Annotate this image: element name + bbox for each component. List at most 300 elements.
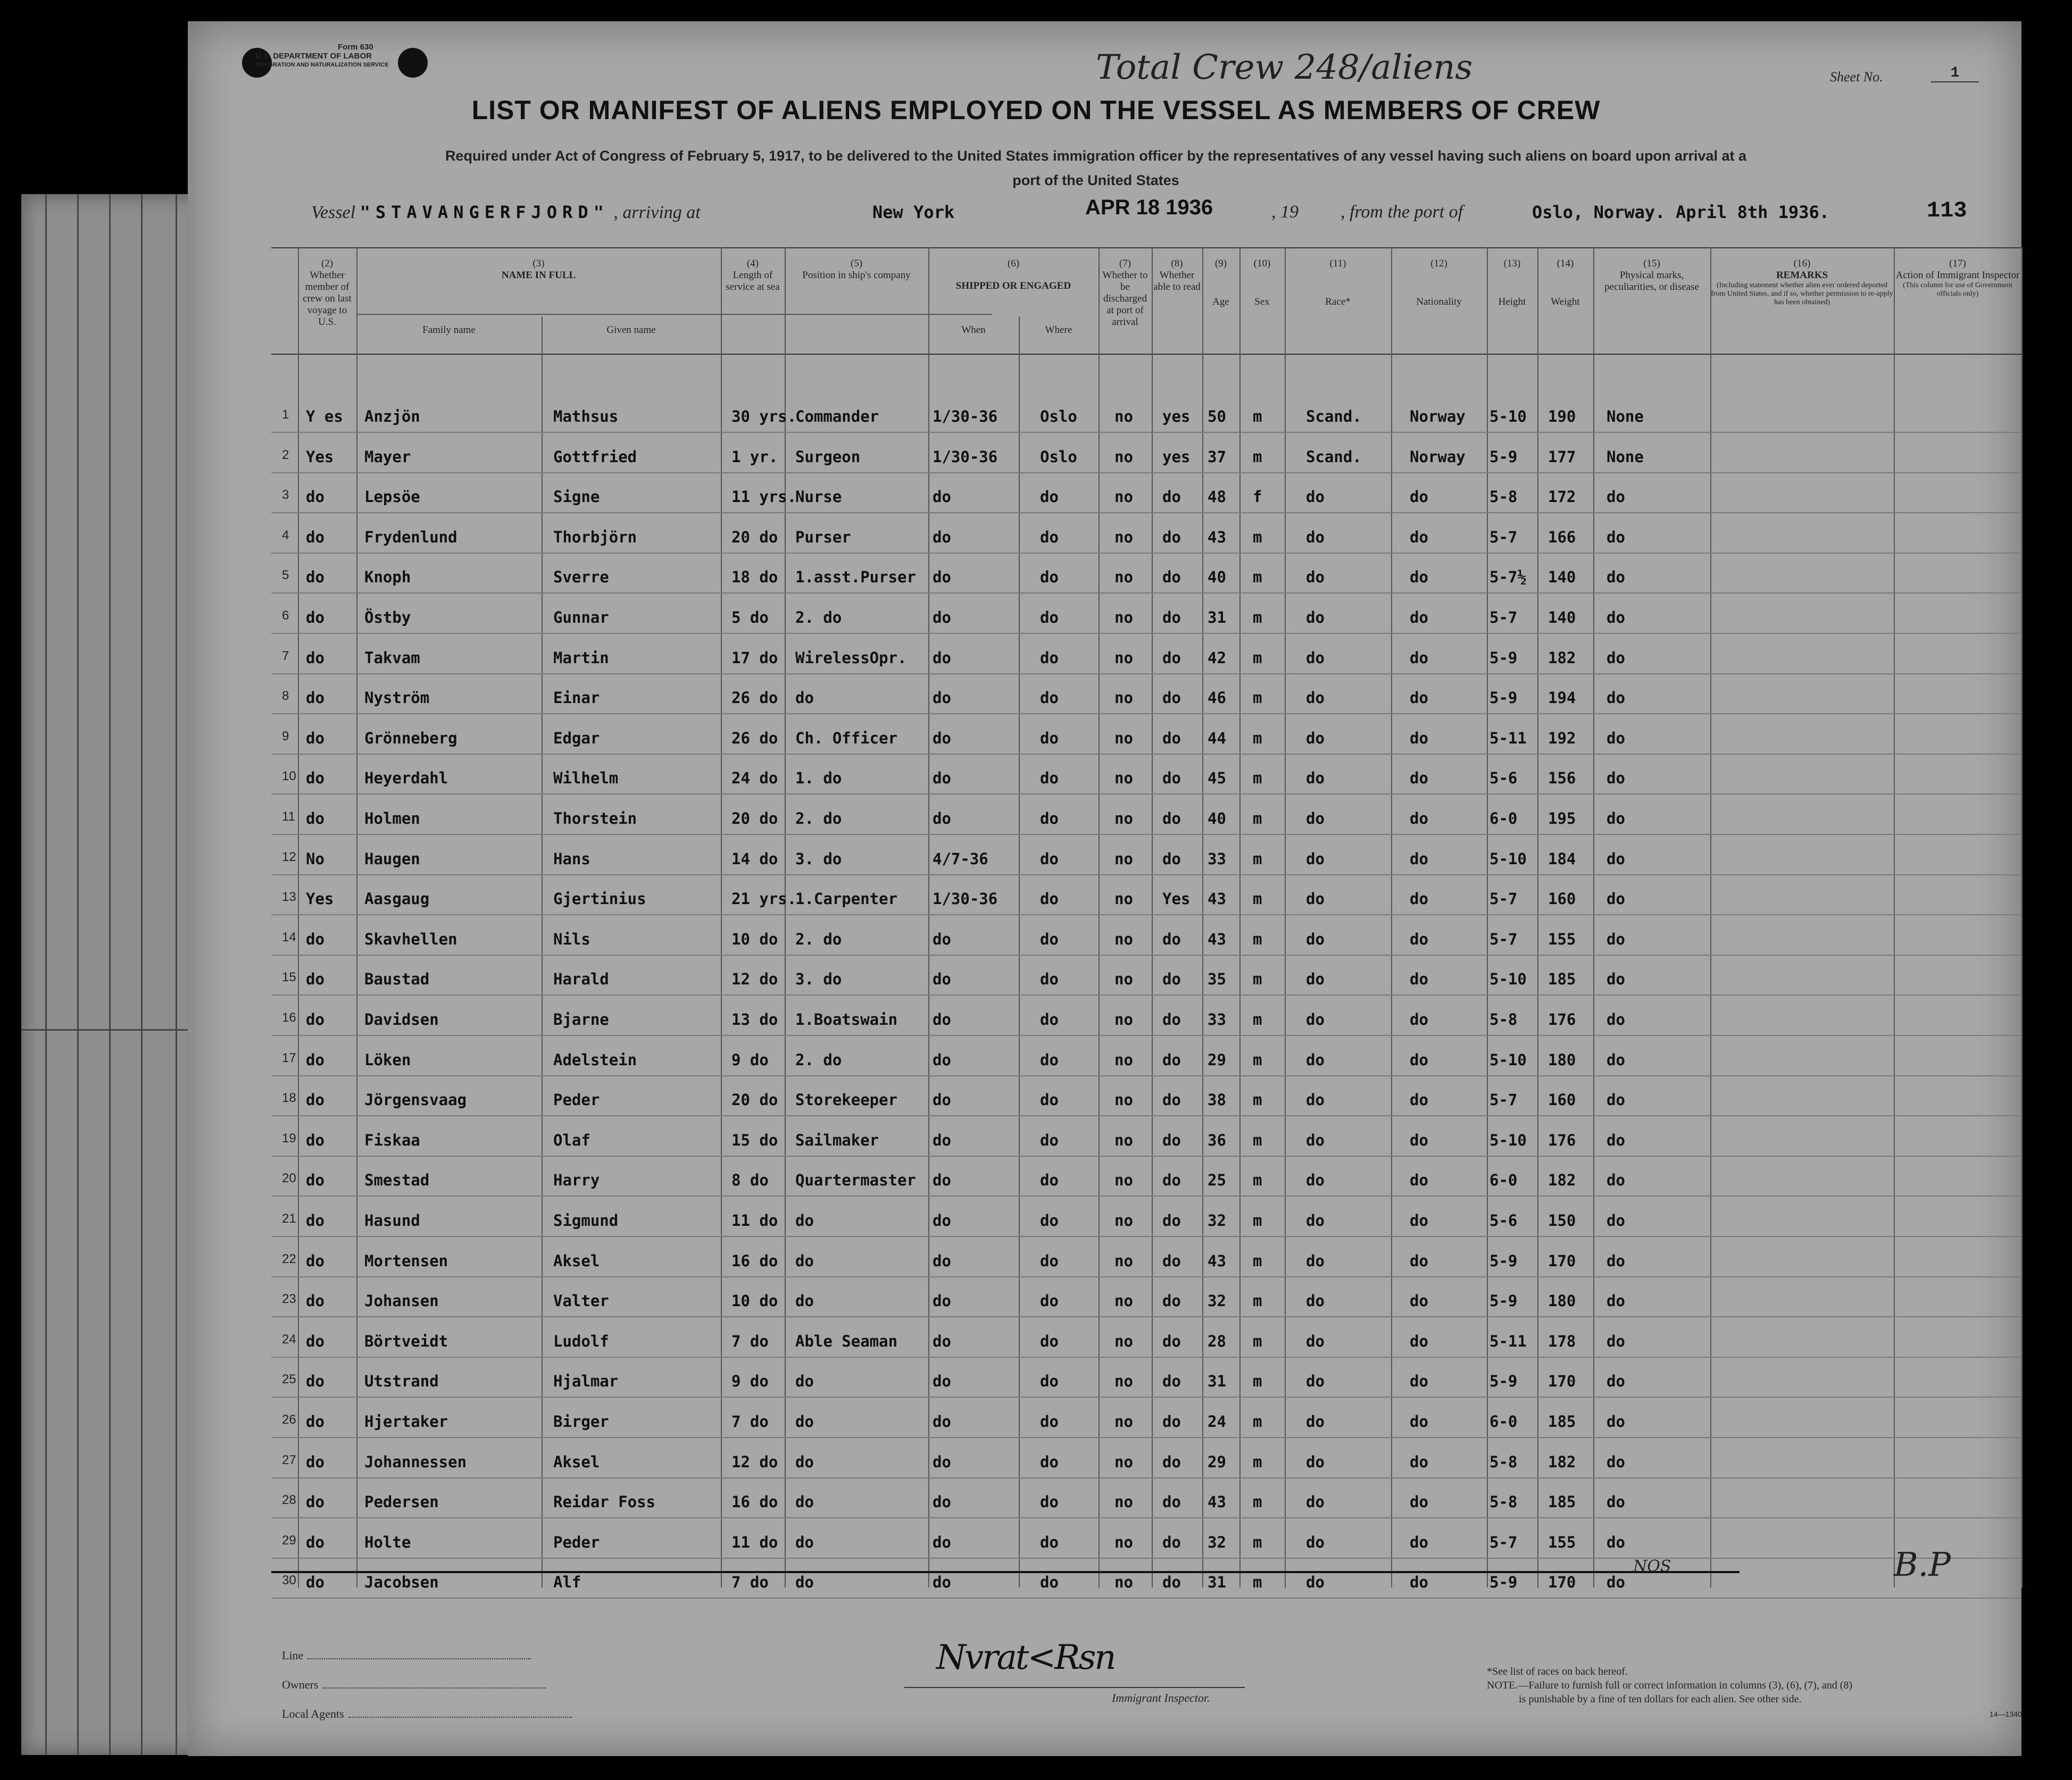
cell-where: do	[1040, 1171, 1059, 1190]
cell-race: do	[1306, 1050, 1325, 1069]
cell-marks: do	[1607, 809, 1625, 828]
cell-read: do	[1162, 809, 1181, 828]
cell-sex: m	[1253, 1091, 1262, 1109]
cell-height: 5-7	[1489, 1533, 1518, 1551]
cell-weight: 190	[1548, 407, 1576, 425]
cell-service: 30 yrs.	[731, 407, 797, 425]
cell-sex: m	[1253, 1573, 1262, 1592]
cell-when: do	[933, 970, 951, 989]
cell-family: Anzjön	[364, 407, 420, 425]
cell-weight: 170	[1548, 1372, 1576, 1391]
cell-given: Einar	[553, 689, 600, 707]
cell-sex: m	[1253, 809, 1262, 828]
cell-family: Aasgaug	[364, 890, 430, 908]
cell-age: 35	[1208, 970, 1226, 989]
cell-service: 26 do	[731, 689, 778, 707]
cell-when: do	[933, 1533, 951, 1551]
cell-marks: do	[1607, 528, 1625, 546]
cell-n: 1	[282, 407, 289, 422]
cell-n: 29	[282, 1533, 296, 1548]
cell-service: 21 yrs.	[731, 890, 797, 908]
cell-height: 5-10	[1489, 1131, 1527, 1149]
cell-when: do	[933, 568, 951, 587]
cell-weight: 177	[1548, 447, 1576, 466]
cell-last: do	[306, 1050, 324, 1069]
cell-sex: m	[1253, 1010, 1262, 1029]
cell-marks: do	[1607, 970, 1625, 989]
cell-race: do	[1306, 1171, 1325, 1190]
cell-nat: do	[1410, 488, 1428, 506]
cell-age: 43	[1208, 930, 1226, 948]
cell-sex: m	[1253, 648, 1262, 667]
cell-when: do	[933, 608, 951, 626]
cell-position: do	[795, 1413, 814, 1431]
cell-height: 5-11	[1489, 729, 1527, 747]
cell-weight: 155	[1548, 930, 1576, 948]
cell-race: do	[1306, 1573, 1325, 1592]
cell-height: 5-7	[1489, 528, 1518, 546]
cell-n: 16	[282, 1010, 296, 1025]
cell-family: Lepsöe	[364, 488, 420, 506]
cell-given: Nils	[553, 930, 590, 948]
sheet-number: Sheet No. 1	[1830, 69, 1883, 85]
cell-weight: 150	[1548, 1211, 1576, 1230]
col-header-given-name: Given name	[606, 324, 656, 336]
cell-service: 12 do	[731, 970, 778, 989]
cell-position: do	[795, 1211, 814, 1230]
cell-height: 5-9	[1489, 1292, 1518, 1310]
cell-where: do	[1040, 608, 1059, 626]
cell-marks: do	[1607, 1573, 1625, 1592]
cell-position: do	[795, 1493, 814, 1511]
cell-weight: 160	[1548, 890, 1576, 908]
cell-read: Yes	[1162, 890, 1191, 908]
cell-sex: m	[1253, 970, 1262, 989]
cell-weight: 194	[1548, 689, 1576, 707]
cell-sex: m	[1253, 1131, 1262, 1149]
cell-age: 32	[1208, 1533, 1226, 1551]
cell-when: 1/30-36	[933, 407, 998, 425]
cell-given: Gjertinius	[553, 890, 646, 908]
cell-weight: 156	[1548, 769, 1576, 788]
cell-position: 3. do	[795, 970, 842, 989]
cell-nat: do	[1410, 1332, 1428, 1350]
cell-family: Holmen	[364, 809, 420, 828]
cell-nat: do	[1410, 528, 1428, 546]
cell-family: Smestad	[364, 1171, 430, 1190]
cell-service: 1 yr.	[731, 447, 778, 466]
col-header-nationality: (12) Nationality	[1416, 258, 1462, 307]
cell-nat: do	[1410, 1413, 1428, 1431]
cell-race: do	[1306, 930, 1325, 948]
from-port-label: , from the port of	[1341, 202, 1463, 222]
cell-given: Wilhelm	[553, 769, 619, 788]
cell-height: 5-10	[1489, 970, 1527, 989]
cell-when: do	[933, 1211, 951, 1230]
col-header-last-voyage: (2) Whether member of crew on last voyage to U.S.	[303, 258, 352, 328]
cell-race: do	[1306, 1292, 1325, 1310]
cell-last: do	[306, 1171, 324, 1190]
cell-sex: m	[1253, 769, 1262, 788]
cell-sex: m	[1253, 729, 1262, 747]
cell-where: do	[1040, 970, 1059, 989]
cell-position: Able Seaman	[795, 1332, 898, 1350]
cell-nat: do	[1410, 1452, 1428, 1471]
cell-when: 4/7-36	[933, 849, 988, 868]
cell-age: 32	[1208, 1292, 1226, 1310]
cell-read: do	[1162, 769, 1181, 788]
cell-disch: no	[1114, 648, 1133, 667]
cell-service: 7 do	[731, 1573, 769, 1592]
cell-age: 24	[1208, 1413, 1226, 1431]
cell-position: Ch. Officer	[795, 729, 898, 747]
cell-disch: no	[1114, 1533, 1133, 1551]
cell-age: 31	[1208, 1573, 1226, 1592]
cell-last: do	[306, 930, 324, 948]
cell-disch: no	[1114, 769, 1133, 788]
cell-read: do	[1162, 1573, 1181, 1592]
cell-last: do	[306, 1131, 324, 1149]
strike-line	[271, 1571, 1740, 1573]
cell-disch: no	[1114, 568, 1133, 587]
cell-nat: do	[1410, 1372, 1428, 1391]
cell-last: do	[306, 1533, 324, 1551]
cell-disch: no	[1114, 1251, 1133, 1270]
cell-nat: Norway	[1410, 407, 1466, 425]
cell-family: Börtveidt	[364, 1332, 448, 1350]
cell-race: Scand.	[1306, 447, 1362, 466]
cell-where: do	[1040, 488, 1059, 506]
cell-when: do	[933, 769, 951, 788]
cell-given: Hjalmar	[553, 1372, 619, 1391]
cell-when: do	[933, 1050, 951, 1069]
cell-age: 33	[1208, 849, 1226, 868]
cell-given: Mathsus	[553, 407, 619, 425]
cell-sex: m	[1253, 849, 1262, 868]
cell-race: do	[1306, 1010, 1325, 1029]
cell-age: 42	[1208, 648, 1226, 667]
cell-marks: do	[1607, 729, 1625, 747]
cell-disch: no	[1114, 608, 1133, 626]
cell-weight: 172	[1548, 488, 1576, 506]
cell-disch: no	[1114, 1292, 1133, 1310]
cell-age: 43	[1208, 890, 1226, 908]
cell-given: Sigmund	[553, 1211, 619, 1230]
cell-nat: do	[1410, 568, 1428, 587]
footnote: *See list of races on back hereof. NOTE.—Failure to furnish full or correct information in columns (3), (6), (7), and (8) is punishable by a fine of ten dollars for each alien. See other side.	[1487, 1666, 1853, 1705]
cell-race: do	[1306, 729, 1325, 747]
cell-marks: do	[1607, 769, 1625, 788]
cell-sex: m	[1253, 608, 1262, 626]
cell-service: 7 do	[731, 1413, 769, 1431]
cell-n: 15	[282, 970, 296, 985]
cell-service: 9 do	[731, 1050, 769, 1069]
cell-last: Y es	[306, 407, 343, 425]
cell-n: 5	[282, 568, 289, 583]
cell-marks: do	[1607, 1452, 1625, 1471]
cell-last: No	[306, 849, 324, 868]
cell-service: 16 do	[731, 1251, 778, 1270]
cell-position: Quartermaster	[795, 1171, 916, 1190]
cell-where: Oslo	[1040, 407, 1077, 425]
cell-service: 17 do	[731, 648, 778, 667]
cell-sex: m	[1253, 890, 1262, 908]
cell-position: 1. do	[795, 769, 842, 788]
cell-family: Mayer	[364, 447, 411, 466]
cell-height: 5-7	[1489, 890, 1518, 908]
cell-height: 5-9	[1489, 1372, 1518, 1391]
cell-read: yes	[1162, 407, 1191, 425]
vessel-name: "STAVANGERFJORD"	[360, 202, 609, 222]
cell-read: do	[1162, 1091, 1181, 1109]
cell-last: do	[306, 1292, 324, 1310]
cell-weight: 166	[1548, 528, 1576, 546]
cell-given: Alf	[553, 1573, 581, 1592]
cell-where: do	[1040, 930, 1059, 948]
cell-where: do	[1040, 1332, 1059, 1350]
cell-last: do	[306, 1493, 324, 1511]
cell-position: 2. do	[795, 809, 842, 828]
cell-disch: no	[1114, 1171, 1133, 1190]
cell-position: Commander	[795, 407, 879, 425]
cell-family: Hjertaker	[364, 1413, 448, 1431]
cell-disch: no	[1114, 1573, 1133, 1592]
cell-last: do	[306, 729, 324, 747]
col-header-height: (13) Height	[1498, 258, 1526, 307]
cell-n: 28	[282, 1493, 296, 1508]
cell-n: 4	[282, 528, 289, 542]
cell-marks: do	[1607, 890, 1625, 908]
cell-race: do	[1306, 1372, 1325, 1391]
cell-marks: do	[1607, 1332, 1625, 1350]
cell-position: Surgeon	[795, 447, 861, 466]
cell-service: 20 do	[731, 528, 778, 546]
cell-family: Haugen	[364, 849, 420, 868]
cell-where: do	[1040, 1573, 1059, 1592]
cell-where: do	[1040, 1493, 1059, 1511]
col-header-weight: (14) Weight	[1551, 258, 1580, 307]
cell-when: do	[933, 729, 951, 747]
cell-nat: do	[1410, 689, 1428, 707]
cell-family: Johannessen	[364, 1452, 467, 1471]
cell-family: Jacobsen	[364, 1573, 439, 1592]
cell-age: 29	[1208, 1452, 1226, 1471]
cell-sex: m	[1253, 1413, 1262, 1431]
cell-when: do	[933, 1493, 951, 1511]
cell-height: 6-0	[1489, 809, 1518, 828]
cell-marks: do	[1607, 1131, 1625, 1149]
cell-weight: 170	[1548, 1251, 1576, 1270]
cell-family: Fiskaa	[364, 1131, 420, 1149]
cell-where: do	[1040, 1091, 1059, 1109]
cell-age: 40	[1208, 568, 1226, 587]
cell-disch: no	[1114, 1413, 1133, 1431]
cell-disch: no	[1114, 1372, 1133, 1391]
cell-n: 26	[282, 1413, 296, 1427]
cell-disch: no	[1114, 407, 1133, 425]
cell-nat: do	[1410, 1292, 1428, 1310]
cell-disch: no	[1114, 1211, 1133, 1230]
cell-family: Knoph	[364, 568, 411, 587]
cell-weight: 178	[1548, 1332, 1576, 1350]
cell-position: 2. do	[795, 1050, 842, 1069]
cell-family: Takvam	[364, 648, 420, 667]
col-header-when: When	[961, 324, 986, 336]
cell-service: 8 do	[731, 1171, 769, 1190]
cell-given: Thorstein	[553, 809, 637, 828]
cell-age: 48	[1208, 488, 1226, 506]
cell-last: do	[306, 1332, 324, 1350]
cell-age: 28	[1208, 1332, 1226, 1350]
cell-last: do	[306, 1211, 324, 1230]
cell-last: do	[306, 769, 324, 788]
cell-weight: 180	[1548, 1050, 1576, 1069]
cell-height: 5-9	[1489, 447, 1518, 466]
cell-weight: 185	[1548, 970, 1576, 989]
cell-read: do	[1162, 1010, 1181, 1029]
cell-position: do	[795, 1533, 814, 1551]
punch-hole	[398, 48, 428, 78]
cell-when: do	[933, 1452, 951, 1471]
cell-age: 38	[1208, 1091, 1226, 1109]
cell-race: Scand.	[1306, 407, 1362, 425]
cell-age: 36	[1208, 1131, 1226, 1149]
cell-read: do	[1162, 1131, 1181, 1149]
cell-n: 7	[282, 648, 289, 663]
cell-sex: m	[1253, 689, 1262, 707]
cell-given: Olaf	[553, 1131, 590, 1149]
cell-where: do	[1040, 1131, 1059, 1149]
cell-disch: no	[1114, 930, 1133, 948]
cell-n: 17	[282, 1050, 296, 1065]
cell-when: do	[933, 1171, 951, 1190]
cell-where: do	[1040, 769, 1059, 788]
cell-service: 9 do	[731, 1372, 769, 1391]
cell-age: 31	[1208, 1372, 1226, 1391]
cell-n: 19	[282, 1131, 296, 1146]
cell-disch: no	[1114, 1091, 1133, 1109]
cell-disch: no	[1114, 1332, 1133, 1350]
col-header-name: (3) NAME IN FULL	[501, 258, 576, 281]
cell-nat: do	[1410, 809, 1428, 828]
cell-where: do	[1040, 528, 1059, 546]
cell-service: 14 do	[731, 849, 778, 868]
cell-sex: m	[1253, 1251, 1262, 1270]
cell-position: 2. do	[795, 608, 842, 626]
cell-given: Harry	[553, 1171, 600, 1190]
cell-weight: 140	[1548, 568, 1576, 587]
cell-n: 23	[282, 1292, 296, 1307]
cell-sex: m	[1253, 528, 1262, 546]
cell-sex: m	[1253, 1171, 1262, 1190]
cell-marks: do	[1607, 608, 1625, 626]
cell-position: 2. do	[795, 930, 842, 948]
cell-height: 5-10	[1489, 849, 1527, 868]
cell-height: 5-9	[1489, 648, 1518, 667]
cell-family: Baustad	[364, 970, 430, 989]
cell-race: do	[1306, 608, 1325, 626]
cell-height: 5-10	[1489, 1050, 1527, 1069]
cell-sex: m	[1253, 1372, 1262, 1391]
cell-marks: None	[1607, 447, 1644, 466]
cell-last: do	[306, 689, 324, 707]
cell-where: Oslo	[1040, 447, 1077, 466]
cell-sex: m	[1253, 1533, 1262, 1551]
cell-position: do	[795, 1573, 814, 1592]
cell-position: 3. do	[795, 849, 842, 868]
cell-read: yes	[1162, 447, 1191, 466]
cell-sex: m	[1253, 568, 1262, 587]
cell-n: 12	[282, 849, 296, 864]
cell-age: 40	[1208, 809, 1226, 828]
cell-sex: m	[1253, 1493, 1262, 1511]
cell-sex: m	[1253, 1292, 1262, 1310]
cell-sex: m	[1253, 1452, 1262, 1471]
cell-family: Mortensen	[364, 1251, 448, 1270]
col-header-position: (5) Position in ship's company	[802, 258, 911, 281]
cell-read: do	[1162, 1452, 1181, 1471]
cell-n: 20	[282, 1171, 296, 1186]
arrival-date-stamp: APR 18 1936	[1085, 196, 1213, 219]
cell-when: do	[933, 1091, 951, 1109]
cell-where: do	[1040, 1010, 1059, 1029]
cell-marks: do	[1607, 1413, 1625, 1431]
cell-when: do	[933, 1372, 951, 1391]
cell-where: do	[1040, 1211, 1059, 1230]
cell-nat: do	[1410, 849, 1428, 868]
cell-weight: 182	[1548, 1171, 1576, 1190]
cell-where: do	[1040, 1251, 1059, 1270]
cell-weight: 185	[1548, 1413, 1576, 1431]
cell-position: Purser	[795, 528, 851, 546]
col-header-action: (17) Action of Immigrant Inspector (This column for use of Government officials only)	[1895, 258, 2020, 298]
cell-family: Löken	[364, 1050, 411, 1069]
cell-weight: 180	[1548, 1292, 1576, 1310]
cell-read: do	[1162, 1211, 1181, 1230]
cell-service: 10 do	[731, 930, 778, 948]
cell-where: do	[1040, 1533, 1059, 1551]
cell-weight: 185	[1548, 1493, 1576, 1511]
cell-nat: do	[1410, 1050, 1428, 1069]
cell-race: do	[1306, 689, 1325, 707]
cell-race: do	[1306, 1332, 1325, 1350]
col-header-sex: (10) Sex	[1253, 258, 1271, 307]
cell-when: do	[933, 1332, 951, 1350]
cell-disch: no	[1114, 447, 1133, 466]
year-label: , 19	[1271, 202, 1299, 222]
cell-position: do	[795, 689, 814, 707]
cell-marks: do	[1607, 1493, 1625, 1511]
cell-service: 15 do	[731, 1131, 778, 1149]
col-header-discharged: (7) Whether to be discharged at port of arrival	[1102, 258, 1148, 328]
cell-height: 5-7½	[1489, 568, 1527, 587]
cell-family: Heyerdahl	[364, 769, 448, 788]
cell-position: Sailmaker	[795, 1131, 879, 1149]
cell-height: 5-8	[1489, 1493, 1518, 1511]
col-header-read: (8) Whether able to read	[1153, 258, 1201, 293]
cell-nat: do	[1410, 729, 1428, 747]
cell-given: Adelstein	[553, 1050, 637, 1069]
cell-where: do	[1040, 1292, 1059, 1310]
cell-disch: no	[1114, 890, 1133, 908]
cell-marks: do	[1607, 1091, 1625, 1109]
cell-family: Davidsen	[364, 1010, 439, 1029]
cell-age: 25	[1208, 1171, 1226, 1190]
cell-read: do	[1162, 1533, 1181, 1551]
cell-service: 18 do	[731, 568, 778, 587]
cell-read: do	[1162, 1171, 1181, 1190]
cell-family: Utstrand	[364, 1372, 439, 1391]
